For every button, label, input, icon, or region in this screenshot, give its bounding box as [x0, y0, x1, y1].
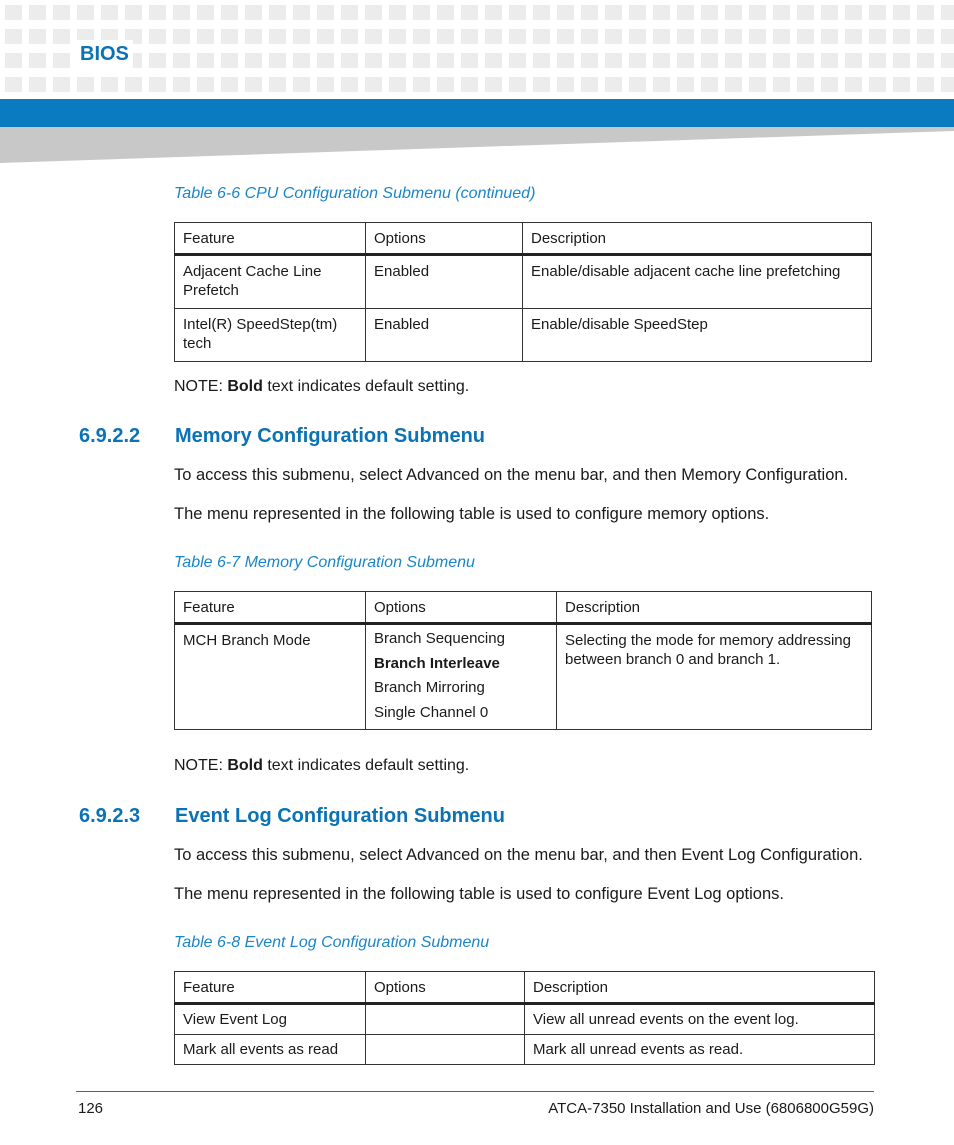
pattern-cell — [221, 53, 238, 68]
pattern-cell — [293, 5, 310, 20]
pattern-cell — [917, 29, 934, 44]
table-row — [175, 255, 872, 309]
note-prefix: NOTE: — [174, 757, 228, 774]
pattern-cell — [821, 29, 838, 44]
pattern-cell — [461, 53, 478, 68]
pattern-cell — [701, 77, 718, 92]
table-row — [175, 1004, 875, 1035]
pattern-cell — [197, 53, 214, 68]
pattern-cell — [677, 77, 694, 92]
pattern-cell — [941, 53, 954, 68]
pattern-cell — [461, 5, 478, 20]
pattern-cell — [605, 29, 622, 44]
feature-cell: Mark all events as read — [175, 1035, 366, 1065]
pattern-cell — [677, 53, 694, 68]
pattern-cell — [341, 53, 358, 68]
pattern-cell — [749, 5, 766, 20]
pattern-cell — [677, 29, 694, 44]
pattern-cell — [653, 5, 670, 20]
pattern-cell — [581, 29, 598, 44]
pattern-cell — [389, 29, 406, 44]
note-default-setting — [174, 757, 469, 775]
header-band — [0, 99, 954, 127]
description-cell: Selecting the mode for memory addressing between branch 0 and branch 1. — [557, 624, 872, 730]
pattern-cell — [461, 29, 478, 44]
note-suffix: text indicates default setting. — [262, 757, 470, 774]
pattern-cell — [557, 29, 574, 44]
pattern-cell — [5, 5, 22, 20]
pattern-cell — [53, 77, 70, 92]
pattern-cell — [293, 77, 310, 92]
header-wedge — [0, 127, 954, 165]
pattern-cell — [77, 5, 94, 20]
table-6-6-caption: Table 6-6 CPU Configuration Submenu (continued) — [174, 185, 536, 202]
pattern-cell — [485, 53, 502, 68]
pattern-cell — [557, 53, 574, 68]
pattern-cell — [533, 77, 550, 92]
pattern-cell — [725, 29, 742, 44]
pattern-cell — [725, 5, 742, 20]
column-header-feature: Feature — [175, 592, 366, 624]
pattern-cell — [53, 53, 70, 68]
pattern-cell — [149, 77, 166, 92]
pattern-cell — [725, 53, 742, 68]
option-cell: Enabled — [366, 309, 523, 362]
pattern-cell — [917, 77, 934, 92]
pattern-cell — [797, 53, 814, 68]
feature-cell: MCH Branch Mode — [175, 624, 366, 730]
pattern-cell — [773, 29, 790, 44]
feature-cell: Intel(R) SpeedStep(tm) tech — [175, 309, 366, 362]
pattern-cell — [845, 77, 862, 92]
pattern-cell — [5, 77, 22, 92]
pattern-cell — [629, 29, 646, 44]
pattern-cell — [245, 53, 262, 68]
table-6-6 — [174, 222, 872, 362]
pattern-cell — [245, 5, 262, 20]
pattern-cell — [629, 77, 646, 92]
pattern-cell — [245, 29, 262, 44]
option-cell — [366, 1035, 525, 1065]
pattern-cell — [509, 5, 526, 20]
pattern-cell — [605, 53, 622, 68]
pattern-cell — [293, 53, 310, 68]
column-header-options: Options — [366, 223, 523, 255]
pattern-cell — [101, 77, 118, 92]
paragraph: The menu represented in the following table is used to configure Event Log options. — [174, 885, 784, 903]
pattern-cell — [917, 53, 934, 68]
pattern-cell — [869, 53, 886, 68]
pattern-cell — [437, 77, 454, 92]
pattern-cell — [773, 77, 790, 92]
pattern-cell — [845, 53, 862, 68]
column-header-description: Description — [525, 972, 875, 1004]
pattern-cell — [413, 5, 430, 20]
section-number: 6.9.2.2 — [79, 425, 141, 447]
note-prefix: NOTE: — [174, 378, 228, 395]
pattern-cell — [605, 77, 622, 92]
description-cell: Mark all unread events as read. — [525, 1035, 875, 1065]
header-title: BIOS — [76, 40, 133, 68]
description-cell: Enable/disable SpeedStep — [523, 309, 872, 362]
pattern-cell — [797, 5, 814, 20]
pattern-cell — [341, 29, 358, 44]
section-heading-event-log — [79, 805, 505, 828]
pattern-cell — [797, 29, 814, 44]
pattern-cell — [821, 53, 838, 68]
pattern-cell — [773, 53, 790, 68]
pattern-cell — [173, 29, 190, 44]
pattern-cell — [269, 77, 286, 92]
pattern-cell — [149, 53, 166, 68]
pattern-cell — [269, 29, 286, 44]
pattern-cell — [581, 77, 598, 92]
pattern-cell — [869, 5, 886, 20]
pattern-cell — [941, 77, 954, 92]
pattern-cell — [125, 5, 142, 20]
pattern-cell — [149, 29, 166, 44]
pattern-cell — [317, 5, 334, 20]
option-item-default: Branch Interleave — [374, 654, 500, 672]
pattern-cell — [509, 53, 526, 68]
pattern-cell — [701, 5, 718, 20]
section-title: Event Log Configuration Submenu — [175, 805, 505, 827]
pattern-cell — [629, 53, 646, 68]
pattern-cell — [437, 5, 454, 20]
pattern-cell — [941, 29, 954, 44]
description-cell: Enable/disable adjacent cache line prefetching — [523, 255, 872, 309]
pattern-cell — [221, 77, 238, 92]
pattern-cell — [509, 77, 526, 92]
pattern-cell — [29, 53, 46, 68]
pattern-cell — [509, 29, 526, 44]
pattern-cell — [197, 29, 214, 44]
pattern-cell — [533, 5, 550, 20]
pattern-cell — [173, 77, 190, 92]
pattern-cell — [197, 77, 214, 92]
pattern-cell — [653, 77, 670, 92]
option-cell — [366, 1004, 525, 1035]
paragraph: To access this submenu, select Advanced on the menu bar, and then Event Log Configuration. — [174, 846, 863, 864]
column-header-options: Options — [366, 592, 557, 624]
pattern-cell — [29, 77, 46, 92]
pattern-cell — [413, 29, 430, 44]
table-6-7 — [174, 591, 872, 730]
pattern-cell — [749, 29, 766, 44]
pattern-cell — [869, 77, 886, 92]
pattern-cell — [173, 53, 190, 68]
pattern-cell — [221, 29, 238, 44]
column-header-options: Options — [366, 972, 525, 1004]
pattern-cell — [533, 53, 550, 68]
pattern-cell — [413, 77, 430, 92]
pattern-cell — [797, 77, 814, 92]
pattern-cell — [653, 53, 670, 68]
table-row — [175, 1035, 875, 1065]
pattern-cell — [845, 5, 862, 20]
pattern-cell — [173, 5, 190, 20]
feature-cell: Adjacent Cache Line Prefetch — [175, 255, 366, 309]
pattern-cell — [485, 29, 502, 44]
paragraph: The menu represented in the following table is used to configure memory options. — [174, 505, 770, 523]
options-cell — [366, 624, 557, 730]
pattern-cell — [773, 5, 790, 20]
pattern-cell — [629, 5, 646, 20]
pattern-cell — [29, 5, 46, 20]
table-row — [175, 624, 872, 730]
pattern-cell — [941, 5, 954, 20]
pattern-cell — [701, 29, 718, 44]
pattern-cell — [437, 29, 454, 44]
option-item: Single Channel 0 — [374, 703, 489, 721]
pattern-cell — [485, 5, 502, 20]
pattern-cell — [869, 29, 886, 44]
table-row — [175, 309, 872, 362]
pattern-cell — [893, 29, 910, 44]
pattern-cell — [485, 77, 502, 92]
pattern-cell — [317, 29, 334, 44]
pattern-cell — [605, 5, 622, 20]
pattern-cell — [101, 5, 118, 20]
column-header-feature: Feature — [175, 223, 366, 255]
feature-cell: View Event Log — [175, 1004, 366, 1035]
pattern-cell — [389, 77, 406, 92]
pattern-cell — [749, 53, 766, 68]
table-6-8 — [174, 971, 875, 1065]
pattern-cell — [581, 5, 598, 20]
pattern-cell — [365, 53, 382, 68]
pattern-cell — [365, 5, 382, 20]
footer-rule — [76, 1091, 874, 1092]
column-header-description: Description — [523, 223, 872, 255]
pattern-cell — [293, 29, 310, 44]
pattern-cell — [221, 5, 238, 20]
document-title: ATCA-7350 Installation and Use (6806800G59G) — [548, 1100, 874, 1117]
pattern-cell — [29, 29, 46, 44]
option-cell: Enabled — [366, 255, 523, 309]
pattern-cell — [893, 77, 910, 92]
pattern-cell — [125, 77, 142, 92]
pattern-cell — [5, 53, 22, 68]
pattern-cell — [557, 77, 574, 92]
pattern-cell — [821, 77, 838, 92]
pattern-cell — [269, 5, 286, 20]
pattern-cell — [269, 53, 286, 68]
header-pattern — [0, 0, 954, 98]
note-suffix: text indicates default setting. — [262, 378, 470, 395]
pattern-cell — [725, 77, 742, 92]
pattern-cell — [317, 53, 334, 68]
pattern-cell — [5, 29, 22, 44]
option-item: Branch Mirroring — [374, 679, 485, 696]
pattern-cell — [341, 77, 358, 92]
pattern-cell — [653, 29, 670, 44]
pattern-cell — [341, 5, 358, 20]
section-heading-memory — [79, 425, 485, 448]
pattern-cell — [77, 77, 94, 92]
description-cell: View all unread events on the event log. — [525, 1004, 875, 1035]
pattern-cell — [389, 5, 406, 20]
page-number: 126 — [78, 1100, 104, 1117]
table-6-8-caption: Table 6-8 Event Log Configuration Submenu — [174, 934, 490, 951]
pattern-cell — [677, 5, 694, 20]
pattern-cell — [893, 5, 910, 20]
pattern-cell — [365, 77, 382, 92]
pattern-cell — [437, 53, 454, 68]
pattern-cell — [317, 77, 334, 92]
pattern-cell — [845, 29, 862, 44]
note-bold: Bold — [227, 757, 263, 774]
pattern-cell — [917, 5, 934, 20]
column-header-description: Description — [557, 592, 872, 624]
pattern-cell — [365, 29, 382, 44]
pattern-cell — [557, 5, 574, 20]
pattern-cell — [197, 5, 214, 20]
pattern-cell — [749, 77, 766, 92]
table-6-7-caption: Table 6-7 Memory Configuration Submenu — [174, 554, 475, 571]
pattern-cell — [821, 5, 838, 20]
note-bold: Bold — [227, 378, 263, 395]
section-number: 6.9.2.3 — [79, 805, 141, 827]
pattern-cell — [53, 5, 70, 20]
pattern-cell — [53, 29, 70, 44]
pattern-cell — [581, 53, 598, 68]
column-header-feature: Feature — [175, 972, 366, 1004]
paragraph: To access this submenu, select Advanced on the menu bar, and then Memory Configuration. — [174, 466, 849, 484]
pattern-cell — [149, 5, 166, 20]
pattern-cell — [413, 53, 430, 68]
pattern-cell — [245, 77, 262, 92]
pattern-cell — [461, 77, 478, 92]
pattern-cell — [389, 53, 406, 68]
option-item: Branch Sequencing — [374, 630, 505, 647]
section-title: Memory Configuration Submenu — [175, 425, 485, 447]
note-default-setting — [174, 378, 469, 396]
pattern-cell — [701, 53, 718, 68]
pattern-cell — [533, 29, 550, 44]
pattern-cell — [893, 53, 910, 68]
